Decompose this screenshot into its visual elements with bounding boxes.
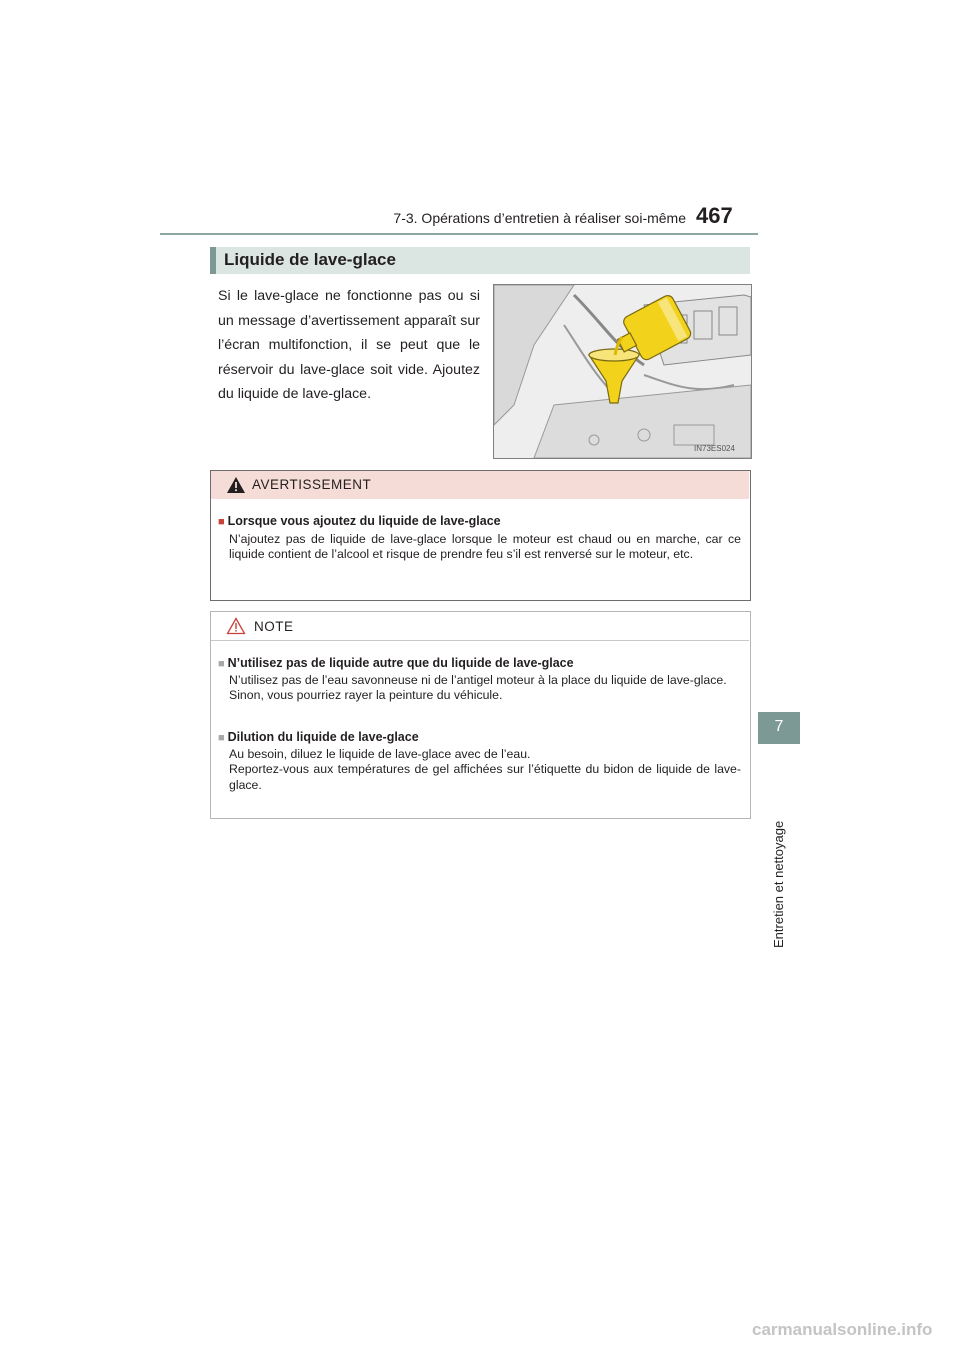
square-bullet-icon: ■: [218, 658, 225, 670]
section-title-accent: [210, 247, 216, 274]
chapter-label: [768, 760, 790, 950]
engine-bay-drawing: [494, 285, 751, 458]
note-title: NOTE: [254, 619, 294, 634]
note-item-title: ■ Dilution du liquide de lave-glace: [218, 730, 419, 744]
warning-title: AVERTISSEMENT: [252, 477, 372, 492]
section-title: Liquide de lave-glace: [224, 250, 396, 269]
warning-item-title: ■ Lorsque vous ajoutez du liquide de lave-glace: [218, 514, 501, 528]
figure-code: IN73ES024: [694, 444, 735, 453]
watermark: carmanualsonline.info: [752, 1320, 933, 1339]
note-header-divider: [211, 640, 749, 641]
caution-triangle-icon: [226, 617, 246, 635]
warning-item-text: N’ajoutez pas de liquide de lave-glace lorsque le moteur est chaud ou en marche, car ce liquide contient de l’alcool et risque de prendre feu s’il est renversé sur le moteur, etc.: [229, 532, 741, 562]
square-bullet-icon: ■: [218, 732, 225, 744]
header-divider: [160, 233, 800, 235]
warning-triangle-icon: [226, 476, 246, 494]
washer-fluid-illustration: [493, 284, 752, 459]
chapter-label-text: Entretien et nettoyage: [771, 820, 786, 948]
running-header: 7-3. Opérations d’entretien à réaliser soi-même: [393, 210, 686, 226]
page-number: 467: [696, 203, 733, 228]
note-item-title: ■ N’utilisez pas de liquide autre que du liquide de lave-glace: [218, 656, 574, 670]
note-item-text: N’utilisez pas de l’eau savonneuse ni de l’antigel moteur à la place du liquide de lave-glace. Sinon, vous pourriez rayer la peinture du véhicule.: [229, 673, 727, 703]
note-item-text: Au besoin, diluez le liquide de lave-glace avec de l’eau. Reportez-vous aux températures de gel affichées sur l’étiquette du bidon de liquide de lave-glace.: [229, 747, 741, 792]
square-bullet-icon: ■: [218, 516, 225, 528]
chapter-number: 7: [774, 718, 784, 735]
intro-paragraph: Si le lave-glace ne fonctionne pas ou si un message d’avertissement apparaît sur l’écran multifonction, il se peut que le réservoir du lave-glace soit vide. Ajoutez du liquide de lave-glace.: [218, 288, 480, 402]
